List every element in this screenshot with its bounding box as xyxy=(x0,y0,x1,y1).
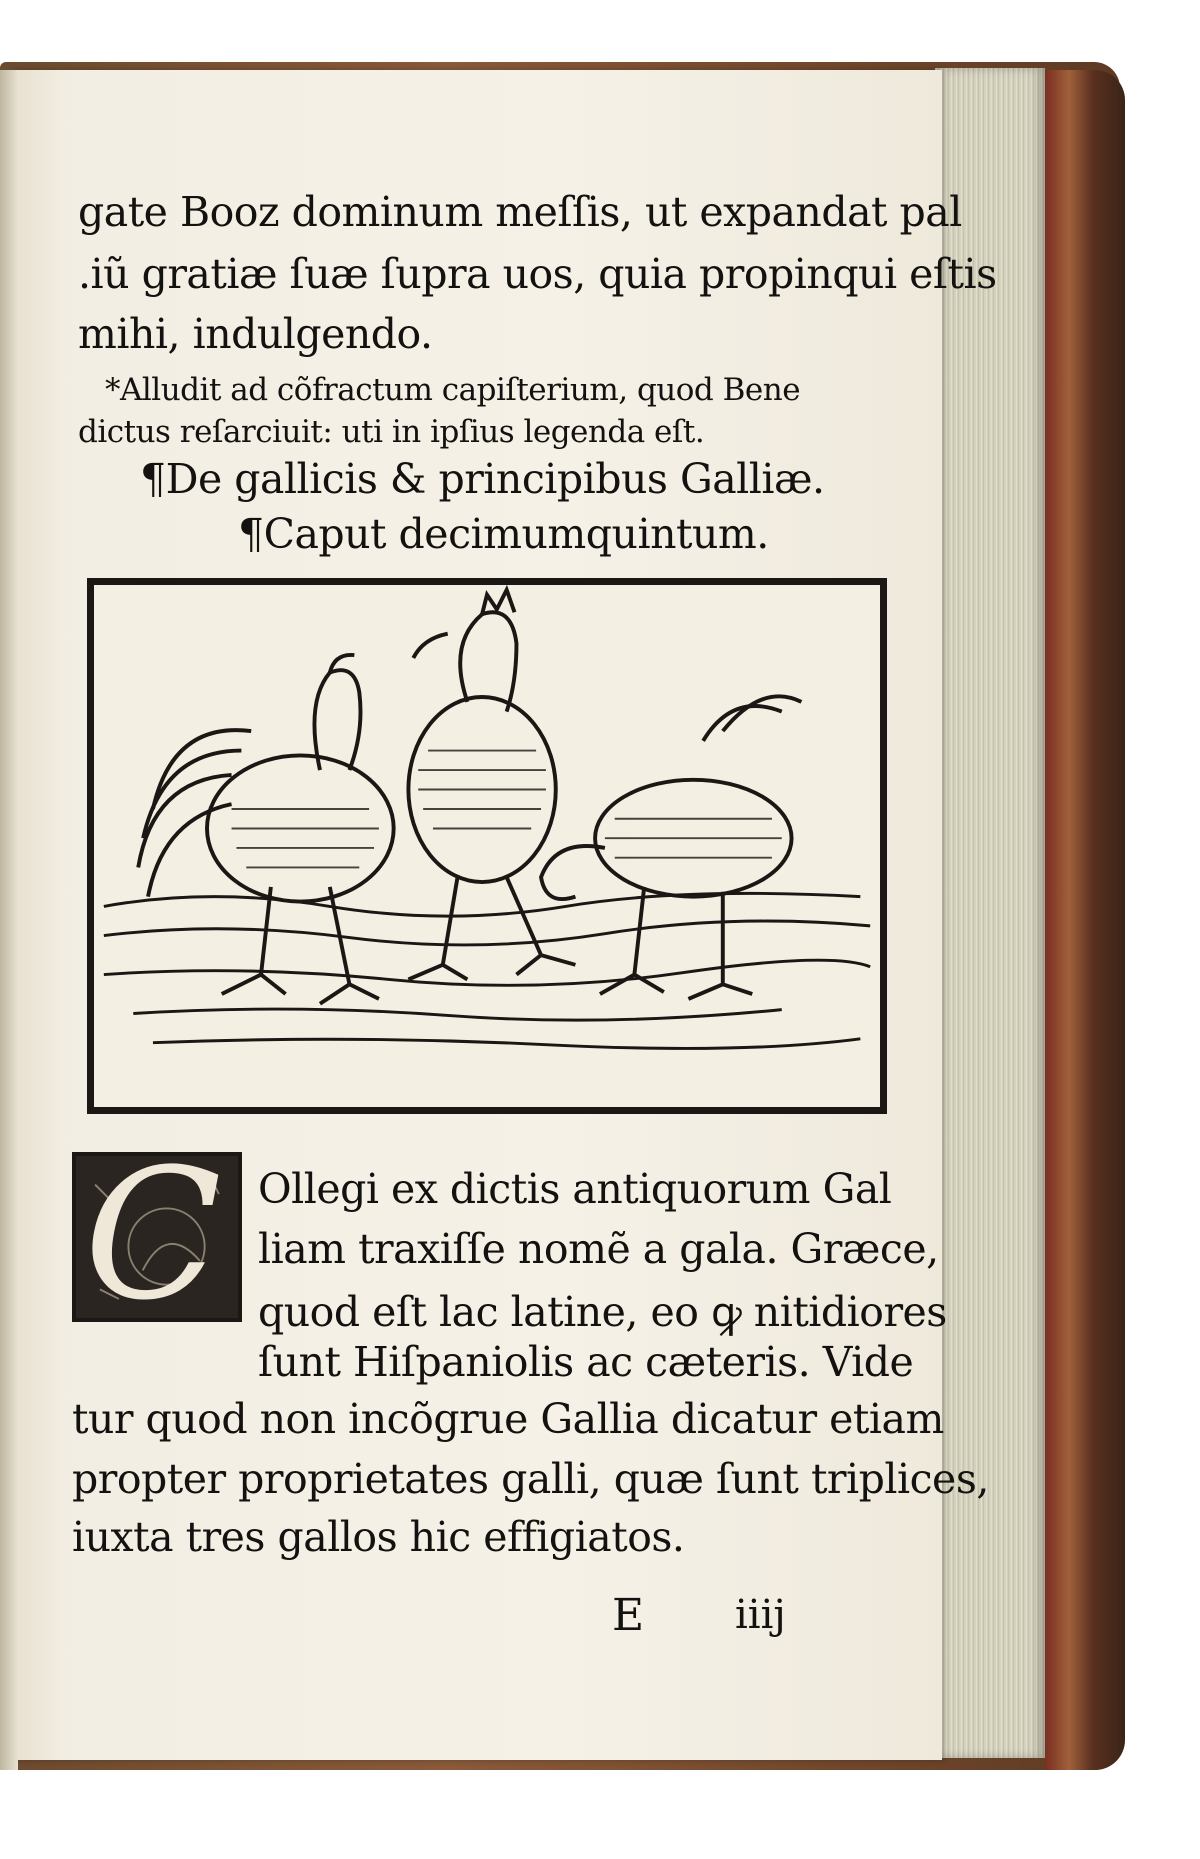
text-line: iuxta tres gallos hic effigiatos. xyxy=(72,1513,685,1561)
decorated-initial xyxy=(72,1152,242,1322)
text-line: quod eſt lac latine, eo ꝙ nitidiores xyxy=(258,1288,947,1336)
woodcut-roosters-illustration xyxy=(87,578,887,1114)
roosters-drawing xyxy=(94,585,880,1107)
book-binding-edge xyxy=(1045,70,1125,1770)
text-line: propter proprietates galli, quæ ſunt triplices, xyxy=(72,1455,989,1503)
initial-letter: C xyxy=(84,1152,222,1322)
text-line: liam traxiſſe nomẽ a gala. Græce, xyxy=(258,1225,939,1273)
text-line: gate Booz dominum meſſis, ut expandat pal xyxy=(78,188,962,236)
text-line: ſunt Hiſpaniolis ac cæteris. Vide xyxy=(258,1338,914,1386)
signature-number: iiij xyxy=(735,1592,786,1638)
chapter-heading: ¶De gallicis & principibus Galliæ. xyxy=(140,455,825,503)
page-fore-edge xyxy=(935,68,1045,1758)
text-line: .iũ gratiæ ſuæ ſupra uos, quia propinqui eſtis xyxy=(78,250,997,298)
facing-page-edge xyxy=(0,70,18,1770)
text-line: tur quod non incõgrue Gallia dicatur etiam xyxy=(72,1395,944,1443)
signature-mark: E xyxy=(612,1590,645,1641)
text-line: Ollegi ex dictis antiquorum Gal xyxy=(258,1165,892,1213)
note-line: dictus reſarciuit: uti in ipſius legenda eſt. xyxy=(78,414,705,450)
note-line: *Alludit ad cõfractum capiſterium, quod Bene xyxy=(105,372,801,408)
chapter-number: ¶Caput decimumquintum. xyxy=(238,510,769,558)
text-line: mihi, indulgendo. xyxy=(78,310,433,358)
